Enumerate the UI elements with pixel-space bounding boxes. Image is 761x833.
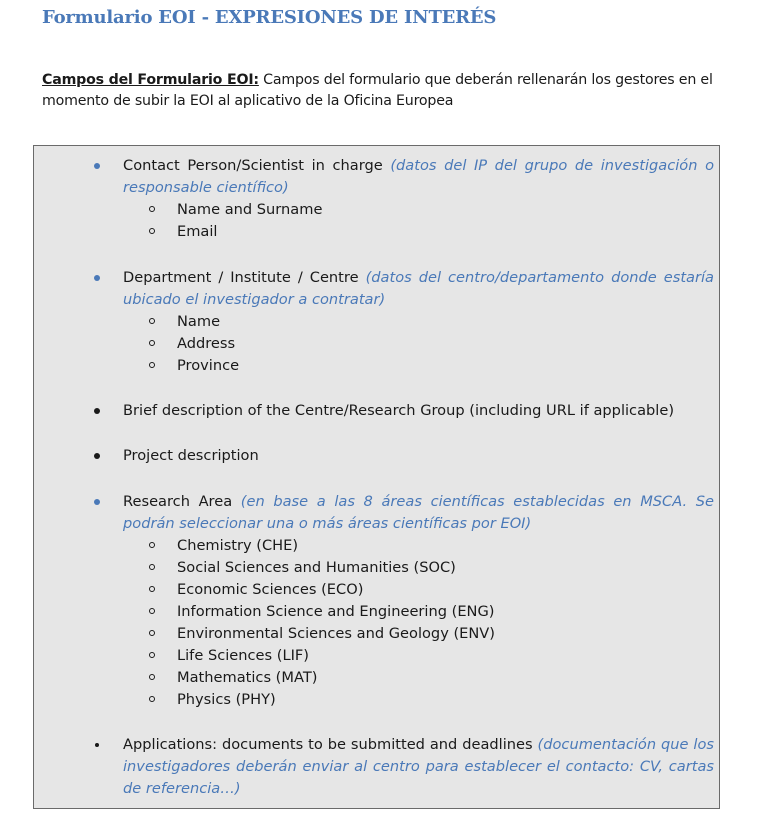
section-label: Brief description of the Centre/Research Group (including URL if applicable) [123,402,675,419]
bullet-icon [94,453,100,459]
list-item [89,355,714,377]
bullet-icon [94,163,100,169]
section-lead [89,155,714,199]
circle-bullet-icon [149,696,155,702]
section-brief-description [89,400,714,422]
list-item-label: Information Science and Engineering (ENG) [177,603,495,620]
list-item-label: Mathematics (MAT) [177,669,318,686]
circle-bullet-icon [149,340,155,346]
circle-bullet-icon [149,674,155,680]
list-item-label: Email [177,223,218,240]
section-applications [89,734,714,800]
list-item-label: Life Sciences (LIF) [177,647,309,664]
section-department [89,267,714,377]
list-item-label: Environmental Sciences and Geology (ENV) [177,625,495,642]
section-label: Contact Person/Scientist in charge [123,157,383,174]
list-item-label: Social Sciences and Humanities (SOC) [177,559,456,576]
bullet-icon [94,408,100,414]
intro-paragraph [42,70,722,112]
section-label: Research Area [123,493,233,510]
circle-bullet-icon [149,586,155,592]
circle-bullet-icon [149,362,155,368]
section-lead [89,267,714,311]
list-item [89,579,714,601]
circle-bullet-icon [149,652,155,658]
list-item [89,311,714,333]
circle-bullet-icon [149,564,155,570]
list-item [89,601,714,623]
section-contact-person [89,155,714,243]
list-item-label: Physics (PHY) [177,691,276,708]
list-item-label: Province [177,357,240,374]
list-item [89,333,714,355]
page-title: Formulario EOI - EXPRESIONES DE INTERÉS [42,7,497,28]
section-label: Project description [123,447,259,464]
circle-bullet-icon [149,228,155,234]
section-note: (datos del IP del grupo de investigación o responsable científico) [123,157,715,196]
intro-label: Campos del Formulario EOI: [42,72,259,88]
circle-bullet-icon [149,542,155,548]
section-note: (datos del centro/departamento donde estaría ubicado el investigador a contratar) [123,269,714,308]
list-item [89,689,714,711]
list-item [89,623,714,645]
section-lead [89,400,714,422]
section-lead [89,445,714,467]
list-item [89,667,714,689]
list-item-label: Name and Surname [177,201,323,218]
circle-bullet-icon [149,608,155,614]
section-project-description [89,445,714,467]
list-item [89,221,714,243]
bullet-icon [95,743,99,747]
section-lead [89,491,714,535]
circle-bullet-icon [149,206,155,212]
list-item-label: Name [177,313,221,330]
section-research-area [89,491,714,711]
list-item [89,645,714,667]
section-lead [89,734,714,800]
list-item-label: Chemistry (CHE) [177,537,299,554]
bullet-icon [94,499,100,505]
section-label: Applications: documents to be submitted and deadlines [123,736,533,753]
section-note: (documentación que los investigadores deberán enviar al centro para establecer el contacto: CV, cartas de referencia…) [123,736,714,797]
section-label: Department / Institute / Centre [123,269,359,286]
circle-bullet-icon [149,630,155,636]
list-item [89,199,714,221]
bullet-icon [94,275,100,281]
list-item [89,557,714,579]
list-item-label: Address [177,335,236,352]
list-item [89,535,714,557]
section-note: (en base a las 8 áreas científicas establecidas en MSCA. Se podrán seleccionar una o más áreas científicas por EOI) [123,493,714,532]
list-item-label: Economic Sciences (ECO) [177,581,364,598]
circle-bullet-icon [149,318,155,324]
intro-text: Campos del formulario que deberán rellenarán los gestores en el momento de subir la EOI al aplicativo de la Oficina Europea [42,72,713,109]
